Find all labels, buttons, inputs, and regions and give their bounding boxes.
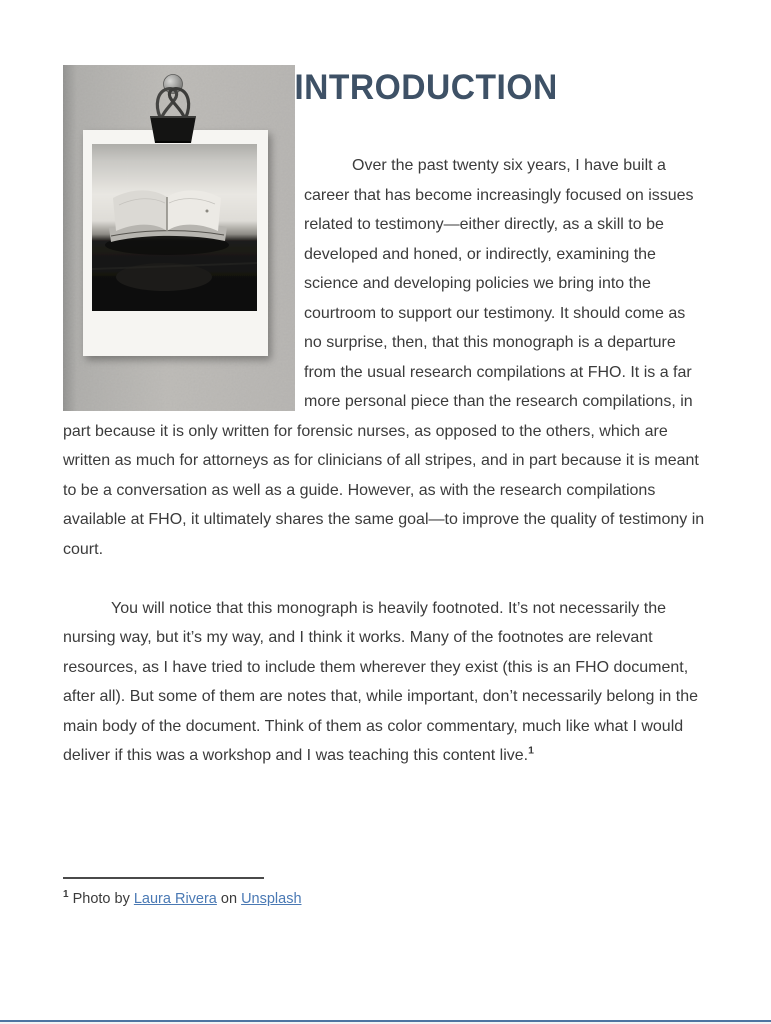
- footnote-area: [63, 877, 707, 910]
- photographer-link[interactable]: Laura Rivera: [133, 891, 217, 907]
- page-content: [63, 65, 707, 800]
- book-photo: [63, 65, 295, 411]
- page-title: INTRODUCTION: [294, 68, 558, 107]
- paragraph-2-text: You will notice that this monograph is heavily footnoted. It’s not necessarily the nursing way, but it’s my way, and I think it works. Many of the footnotes are relevant resources, as I have tried to include them wherever they exist (this is an FHO document, after all). But some of them are notes that, while important, don’t necessarily belong in the main body of the document. Think of them as color commentary, much like what I would deliver if this was a workshop and I was teaching this content live.: [63, 599, 698, 764]
- footnote-middle: on: [216, 891, 242, 907]
- unsplash-link[interactable]: Unsplash: [241, 891, 302, 907]
- footnote-marker: 1: [63, 889, 69, 901]
- footnote-separator: [63, 877, 264, 879]
- page-bottom-border: [0, 1020, 771, 1022]
- book-photo-illustration: [63, 65, 295, 411]
- paragraph-1-text: Over the past twenty six years, I have built a career that has become increasingly focused on issues related to testimony—either directly, as a skill to be developed and honed, or indirectly, examining the science and developing policies we bring into the courtroom to support our testimony. It should come as no surprise, then, that this monograph is a departure from the usual research compilations at FHO. It is a far more personal piece than the research compilations, in part because it is only written for forensic nurses, as opposed to the others, which are written as much for attorneys as for clinicians of all stripes, and in part because it is meant to be a conversation as well as a guide. However, as with the research compilations available at FHO, it ultimately shares the same goal—to improve the quality of testimony in court.: [63, 157, 705, 558]
- footnote-prefix: Photo by: [68, 891, 134, 907]
- footnote-reference: 1: [528, 744, 534, 757]
- footnote-text: [63, 889, 707, 910]
- paragraph-2: [63, 594, 707, 771]
